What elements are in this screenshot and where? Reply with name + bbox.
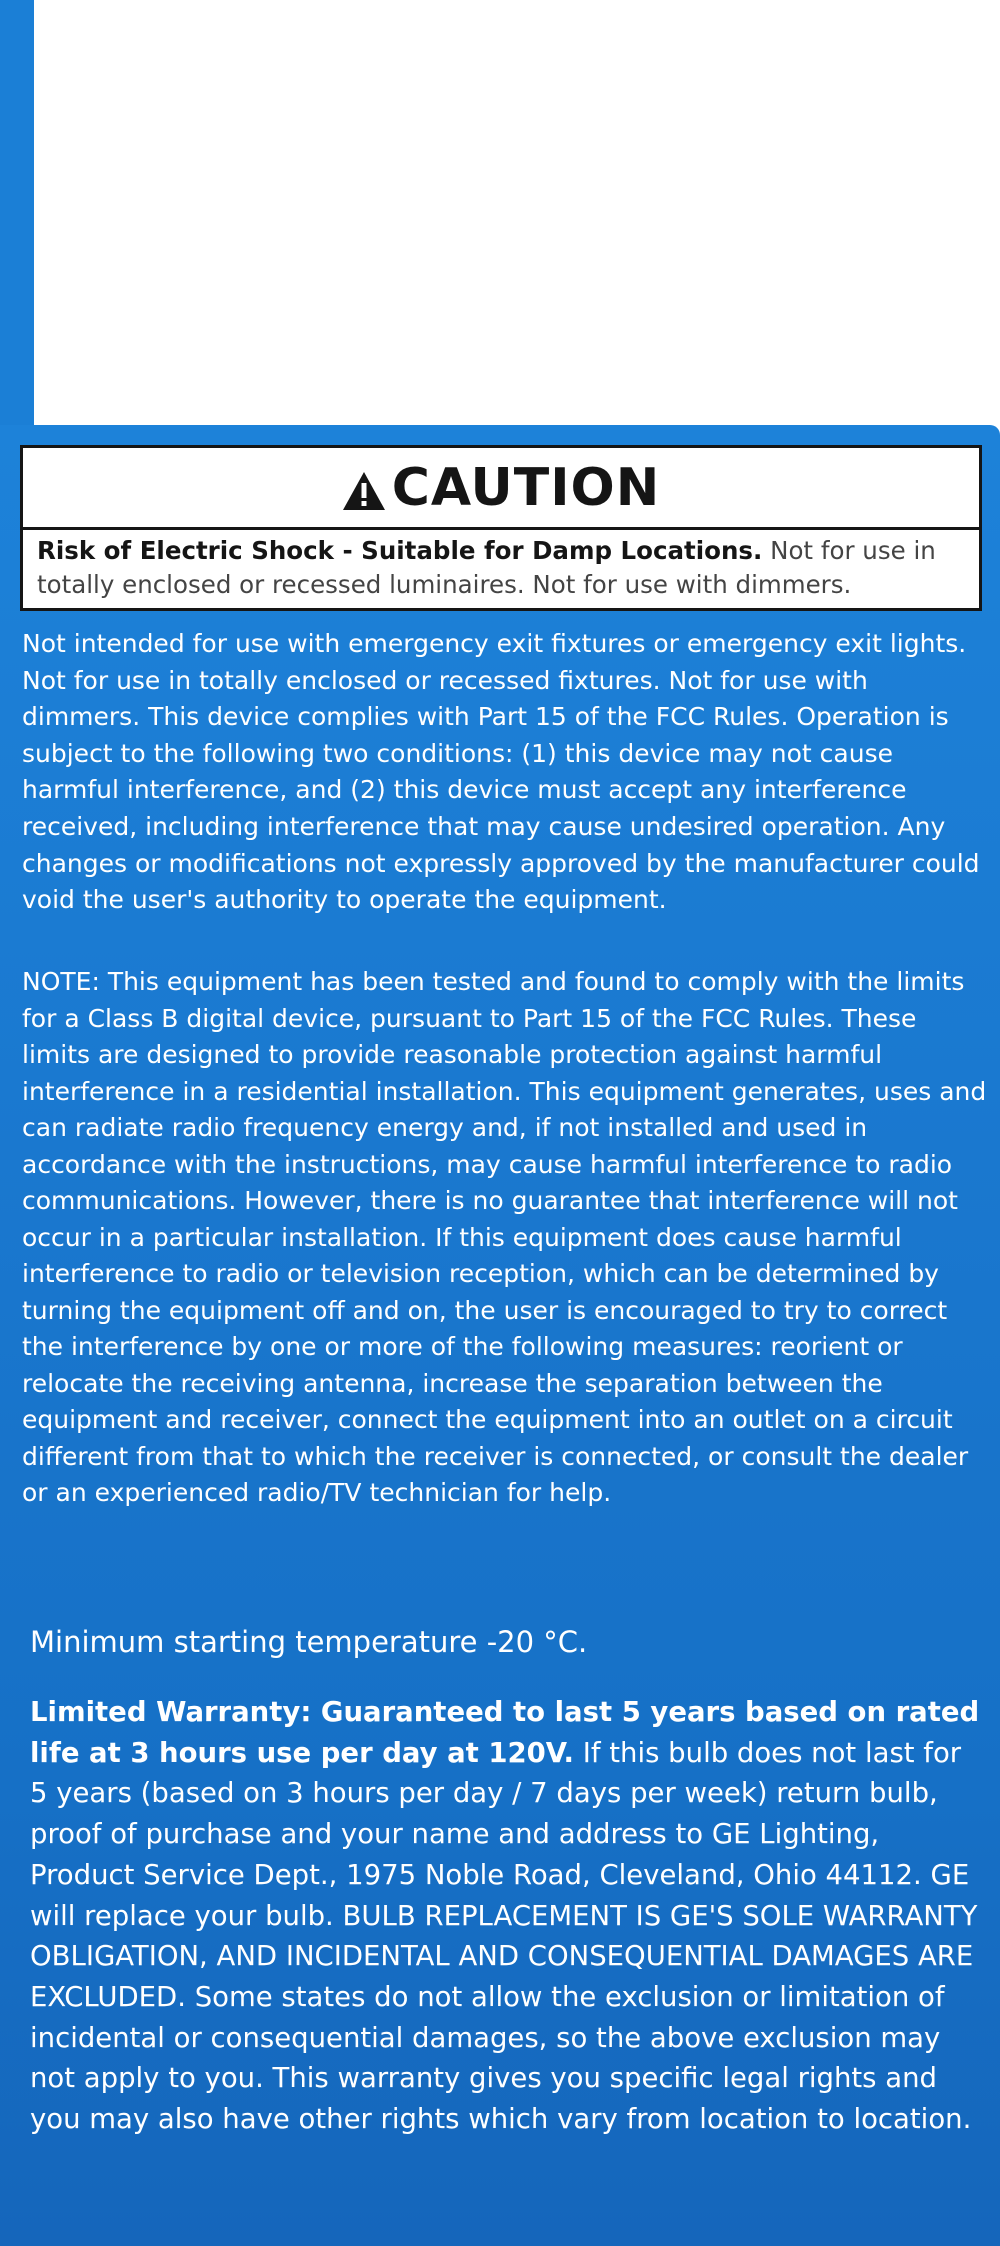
caution-header (23, 448, 979, 530)
warning-triangle-icon (342, 471, 386, 511)
warranty-paragraph (30, 1692, 985, 2140)
caution-title: CAUTION (391, 457, 661, 518)
temperature-paragraph: Minimum starting temperature -20 °C. (30, 1625, 588, 1659)
caution-box (20, 445, 982, 611)
fcc-notice-paragraph: Not intended for use with emergency exit fixtures or emergency exit lights. Not for use in totally enclosed or recessed fixtures. Not for use with dimmers. This device complies with Part 15 of the FCC Rules. Operation is subject to the following two conditions: (1) this device may not cause harmful interference, and (2) this device must accept any interference received, including interference that may cause undesired operation. Any changes or modifications not expressly approved by the manufacturer could void the user's authority to operate the equipment. (22, 629, 980, 915)
note-paragraph: NOTE: This equipment has been tested and found to comply with the limits for a Class B digital device, pursuant to Part 15 of the FCC Rules. These limits are designed to provide reasonable protection against harmful interference in a residential installation. This equipment generates, uses and can radiate radio frequency energy and, if not installed and used in accordance with the instructions, may cause harmful interference to radio communications. However, there is no guarantee that interference will not occur in a particular installation. If this equipment does cause harmful interference to radio or television reception, which can be determined by turning the equipment off and on, the user is encouraged to try to correct the interference by one or more of the following measures: reorient or relocate the receiving antenna, increase the separation between the equipment and receiver, connect the equipment into an outlet on a circuit different from that to which the receiver is connected, or consult the dealer or an experienced radio/TV technician for help. (22, 967, 987, 1507)
warranty-rest: If this bulb does not last for 5 years (based on 3 hours per day / 7 days per week) return bulb, proof of purchase and your name and address to GE Lighting, Product Service Dept., 1975 Noble Road, Cleveland, Ohio 44112. GE will replace your bulb. BULB REPLACEMENT IS GE'S SOLE WARRANTY OBLIGATION, AND INCIDENTAL AND CONSEQUENTIAL DAMAGES ARE EXCLUDED. Some states do not allow the exclusion or limitation of incidental or consequential damages, so the above exclusion may not apply to you. This warranty gives you specific legal rights and you may also have other rights which vary from location to location. (30, 1736, 978, 2136)
caution-warning-bold: Risk of Electric Shock - Suitable for Damp Locations. (37, 536, 763, 565)
caution-warning-text (37, 534, 967, 602)
warranty-bold: Limited Warranty: Guaranteed to last 5 years based on rated life at 3 hours use per day at 120V. (30, 1696, 980, 1769)
caution-warning-rest: Not for use in totally enclosed or recessed luminaires. Not for use with dimmers. (37, 536, 936, 599)
